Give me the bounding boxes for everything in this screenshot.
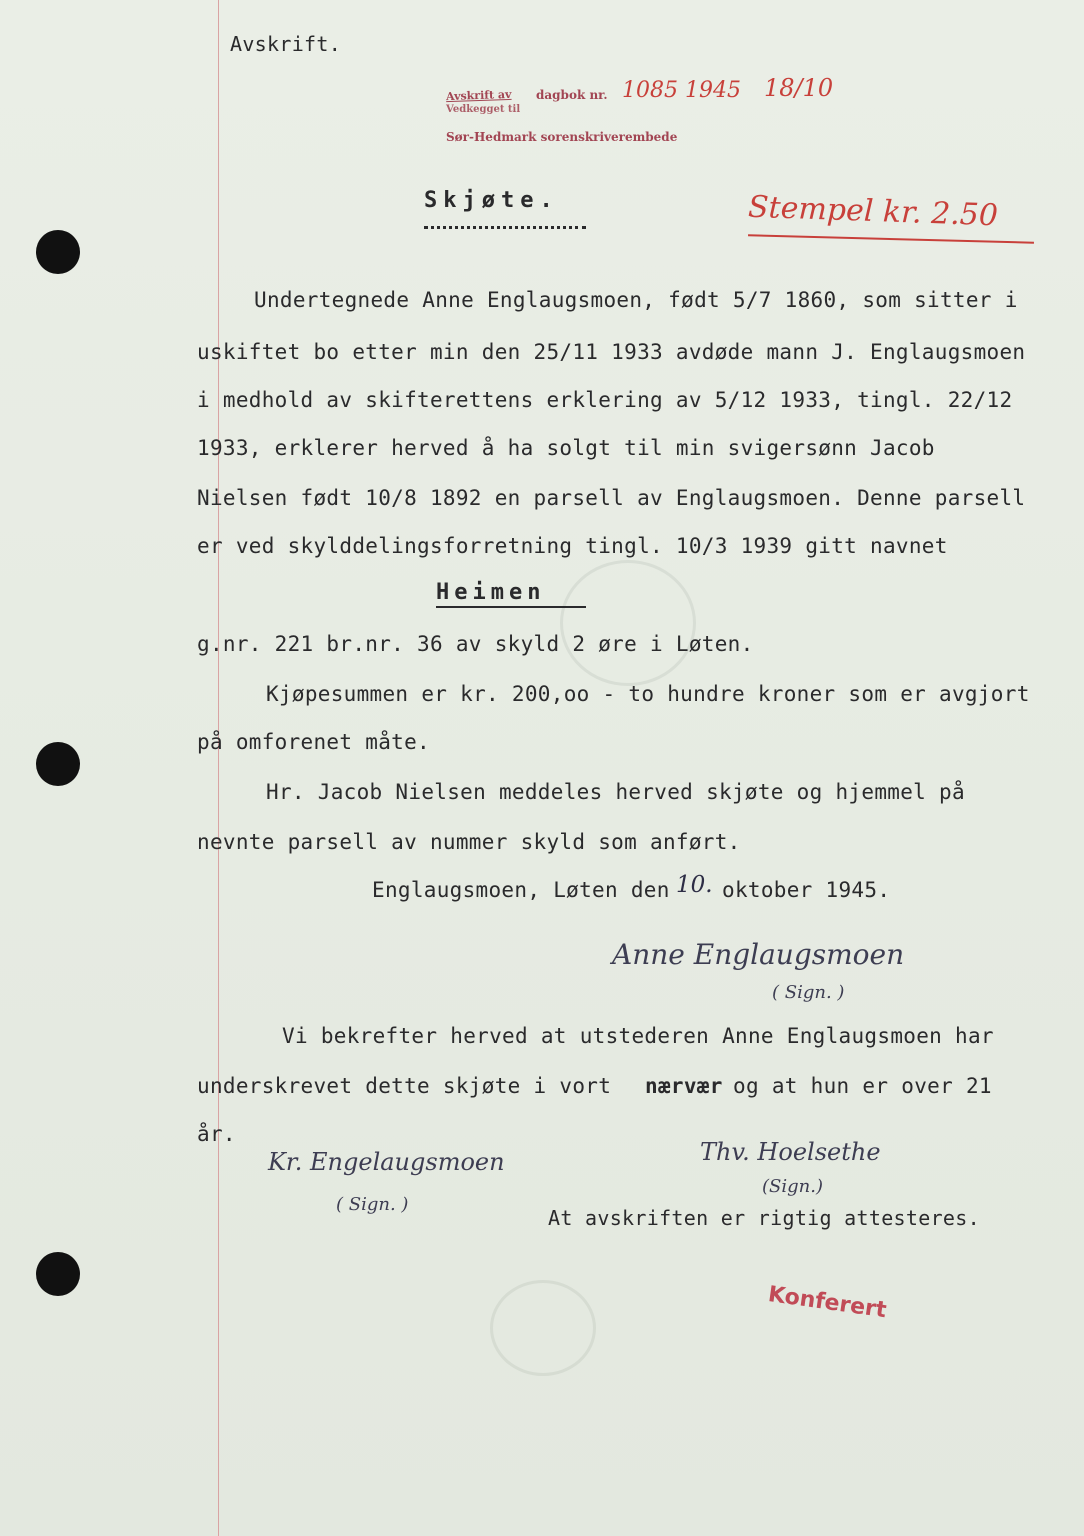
dagbok-number: 1085 1945 bbox=[622, 78, 741, 103]
body-line-6: er ved skylddelingsforretning tingl. 10/3 1939 gitt navnet bbox=[197, 534, 948, 558]
punch-hole-top bbox=[36, 230, 80, 274]
stamp-dagbok-nr: dagbok nr. bbox=[536, 88, 608, 102]
signature-anne: Anne Englaugsmoen bbox=[612, 938, 905, 971]
konferert-stamp: Konferert bbox=[766, 1282, 888, 1324]
hjemmel-line-2: nevnte parsell av nummer skyld som anført. bbox=[197, 830, 741, 854]
place-date-day: 10. bbox=[676, 872, 713, 898]
place-date-prefix: Englaugsmoen, Løten den bbox=[372, 878, 670, 902]
property-name: Heimen bbox=[436, 580, 546, 605]
witness-line-1: Vi bekrefter herved at utstederen Anne Englaugsmoen har bbox=[282, 1024, 994, 1048]
witness-signature-left: Kr. Engelaugsmoen bbox=[268, 1148, 505, 1176]
place-date-suffix: oktober 1945. bbox=[722, 878, 891, 902]
witness-line-2-struck: nærvær bbox=[645, 1074, 723, 1098]
stamp-vedlegg: Vedkegget til bbox=[446, 104, 521, 115]
show-through-mark bbox=[490, 1280, 596, 1376]
stempel-underline bbox=[748, 234, 1034, 243]
witness-signature-right: Thv. Hoelsethe bbox=[700, 1138, 881, 1166]
property-name-underline bbox=[436, 606, 586, 608]
punch-hole-bottom bbox=[36, 1252, 80, 1296]
attest-line: At avskriften er rigtig attesteres. bbox=[548, 1206, 980, 1230]
title-underline bbox=[424, 226, 586, 229]
stempel-note: Stempel kr. 2.50 bbox=[747, 189, 999, 234]
margin-line bbox=[218, 0, 219, 1536]
body-line-5: Nielsen født 10/8 1892 en parsell av Englaugsmoen. Denne parsell bbox=[197, 486, 1026, 510]
document-title: Skjøte. bbox=[424, 188, 559, 213]
kjopesum-line-1: Kjøpesummen er kr. 200,oo - to hundre kroner som er avgjort bbox=[266, 682, 1030, 706]
signature-anne-sign: ( Sign. ) bbox=[772, 982, 845, 1003]
body-line-1: Undertegnede Anne Englaugsmoen, født 5/7 1860, som sitter i bbox=[254, 288, 1018, 312]
witness-line-2a: underskrevet dette skjøte i vort bbox=[197, 1074, 612, 1098]
witness-signature-right-sign: (Sign.) bbox=[762, 1176, 823, 1197]
gnr-line: g.nr. 221 br.nr. 36 av skyld 2 øre i Løten. bbox=[197, 632, 754, 656]
body-line-4: 1933, erklerer herved å ha solgt til min svigersønn Jacob bbox=[197, 436, 935, 460]
witness-line-3: år. bbox=[197, 1122, 236, 1146]
body-line-3: i medhold av skifterettens erklering av 5/12 1933, tingl. 22/12 bbox=[197, 388, 1013, 412]
body-line-2: uskiftet bo etter min den 25/11 1933 avdøde mann J. Englaugsmoen bbox=[197, 340, 1026, 364]
hjemmel-line-1: Hr. Jacob Nielsen meddeles herved skjøte og hjemmel på bbox=[266, 780, 965, 804]
kjopesum-line-2: på omforenet måte. bbox=[197, 730, 430, 754]
witness-signature-left-sign: ( Sign. ) bbox=[336, 1194, 409, 1215]
punch-hole-middle bbox=[36, 742, 80, 786]
witness-line-2c: og at hun er over 21 bbox=[733, 1074, 992, 1098]
show-through-mark bbox=[560, 560, 696, 686]
avskrift-label: Avskrift. bbox=[230, 32, 342, 56]
dagbok-date: 18/10 bbox=[764, 74, 834, 102]
stamp-avskrift-av: Avskrift av bbox=[445, 87, 512, 104]
stamp-sorenskriverembede: Sør-Hedmark sorenskriverembede bbox=[446, 130, 678, 144]
